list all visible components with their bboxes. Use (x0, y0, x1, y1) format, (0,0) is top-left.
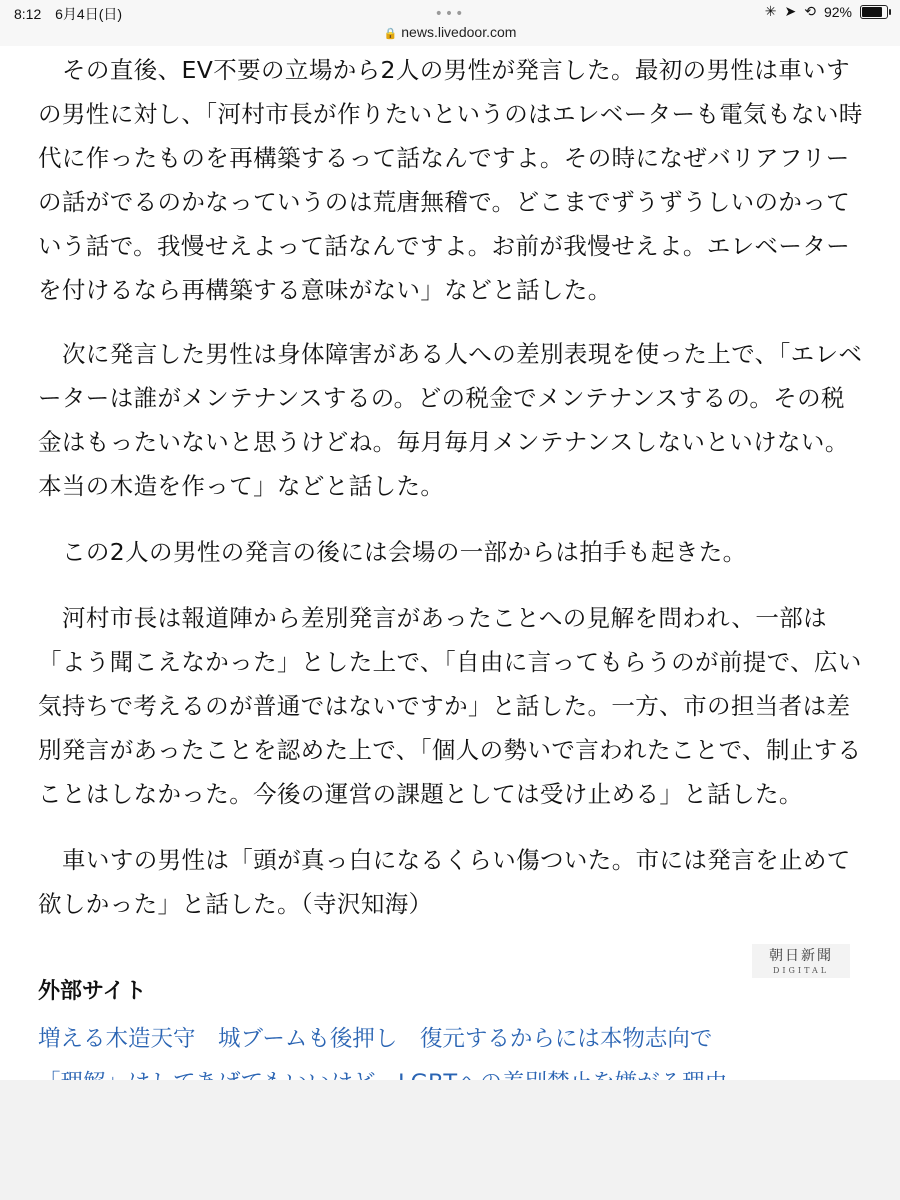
article-paragraph: 車いすの男性は「頭が真っ白になるくらい傷ついた。市には発言を止めて欲しかった」と話した。（寺沢知海） (38, 846, 851, 918)
location-arrow-icon: ➤ (784, 3, 797, 19)
logo-main-text: 朝日新聞 (769, 948, 833, 964)
article-paragraph: 次に発言した男性は身体障害がある人への差別表現を使った上で、「エレベーターは誰がメンテナンスするの。どの税金でメンテナンスするの。その税金はもったいないと思うけどね。毎月毎月メンテナンスしないといけない。本当の木造を作って」などと話した。 (38, 340, 863, 500)
logo-sub-text: DIGITAL (772, 966, 830, 975)
address-bar[interactable] (0, 24, 900, 40)
asahi-digital-logo (752, 944, 850, 978)
url-text: news.livedoor.com (401, 24, 517, 40)
page-bottom-area (0, 1080, 900, 1200)
loading-spinner-icon: ✳ (764, 3, 777, 19)
status-bar (0, 0, 900, 46)
status-date: 6月4日(日) (55, 6, 123, 22)
status-indicators (765, 3, 888, 20)
battery-icon (860, 5, 888, 19)
battery-fill (862, 7, 882, 17)
external-link[interactable]: 増える木造天守 城ブームも後押し 復元するからには本物志向で (38, 1026, 713, 1052)
screen-lock-rotation-icon: ⟲ (804, 3, 816, 19)
article-paragraph: 河村市長は報道陣から差別発言があったことへの見解を問われ、一部は「よう聞こえなかった」とした上で、「自由に言ってもらうのが前提で、広い気持ちで考えるのが普通ではないですか」と話した。一方、市の担当者は差別発言があったことを認めた上で、「個人の勢いで言われたことで、制止することはしなかった。今後の運営の課題としては受け止める」と話した。 (38, 604, 862, 808)
external-link[interactable] (38, 1066, 888, 1080)
article-paragraph: その直後、EV不要の立場から2人の男性が発言した。最初の男性は車いすの男性に対し、「河村市長が作りたいというのはエレベーターも電気もない時代に作ったものを再構築するって話なんですよ。その時になぜバリアフリーの話がでるのかなっていうのは荒唐無稽で。どこまでずうずうしいのかっていう話で。我慢せえよって話なんですよ。お前が我慢せえよ。エレベーターを付けるなら再構築する意味がない」などと話した。 (38, 56, 863, 304)
battery-percent: 92% (823, 3, 852, 20)
article-paragraph: この2人の男性の発言の後には会場の一部からは拍手も起きた。 (62, 538, 747, 566)
lock-icon: 🔒 (383, 28, 398, 40)
external-links-list (38, 1022, 888, 1080)
external-sites-heading: 外部サイト (38, 979, 147, 1004)
multitask-dots-icon[interactable]: ••• (434, 6, 466, 22)
status-time: 8:12 (14, 6, 42, 22)
